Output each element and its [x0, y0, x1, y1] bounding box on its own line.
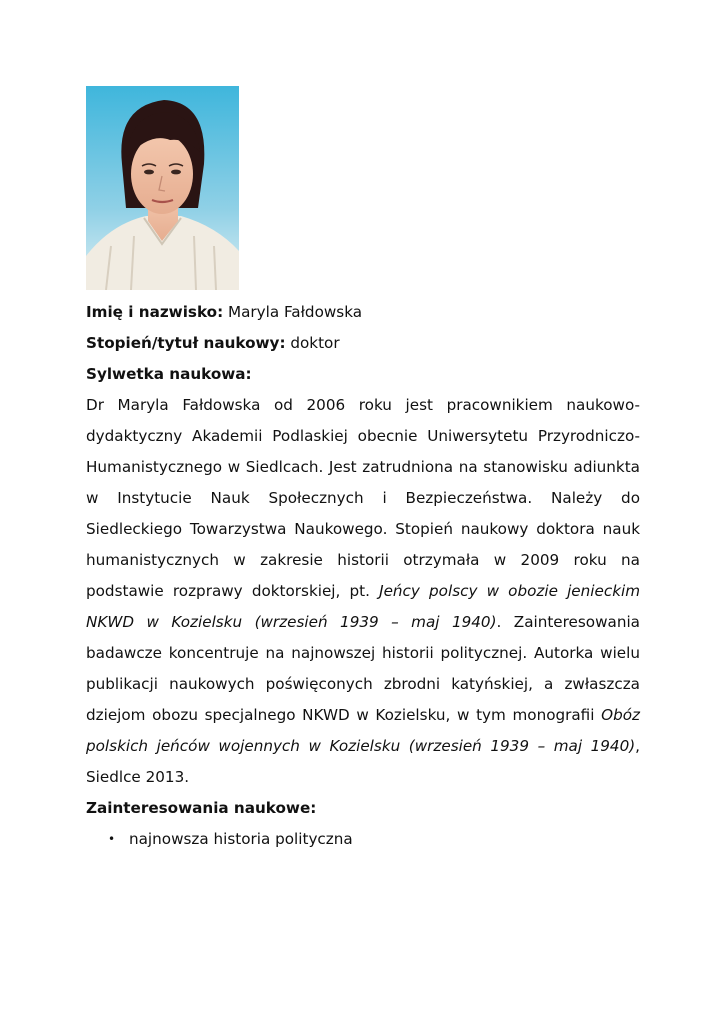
degree-field — [86, 328, 640, 359]
profile-content — [86, 297, 640, 855]
bio-dissertation-title: Jeńcy polscy w obozie jenieckim NKWD w Kozielsku (wrzesień 1939 – maj 1940) — [86, 582, 640, 631]
name-field — [86, 297, 640, 328]
portrait-photo — [86, 86, 239, 290]
name-value: Maryla Fałdowska — [227, 303, 363, 321]
degree-value: doktor — [290, 334, 340, 352]
interests-heading: Zainteresowania naukowe: — [86, 799, 317, 817]
bio-text-part2: . Zainteresowania badawcze koncentruje na najnowszej historii politycznej. Autorka wielu publikacji naukowych poświęconych zbrodni katyńskiej, a zwłaszcza dziejom obozu specjalnego NKWD w Kozielsku, w tym monografii — [86, 613, 640, 724]
bullet-icon: • — [108, 832, 116, 846]
name-label: Imię i nazwisko: — [86, 303, 224, 321]
bio-text-part3: , Siedlce 2013. — [86, 737, 640, 786]
bio-heading: Sylwetka naukowa: — [86, 365, 252, 383]
bio-paragraph — [86, 390, 640, 793]
bio-text-part1: Dr Maryla Fałdowska od 2006 roku jest pracownikiem naukowo-dydaktyczny Akademii Podlaskiej obecnie Uniwersytetu Przyrodniczo-Humanistycznego w Siedlcach. Jest zatrudniona na stanowisku adiunkta w Instytucie Nauk Społecznych i Bezpieczeństwa. Należy do Siedleckiego Towarzystwa Naukowego. Stopień naukowy doktora nauk humanistycznych w zakresie historii otrzymała w 2009 roku na podstawie rozprawy doktorskiej, pt. — [86, 396, 640, 600]
bio-monograph-title: Obóz polskich jeńców wojennych w Kozielsku (wrzesień 1939 – maj 1940) — [86, 706, 640, 755]
degree-label: Stopień/tytuł naukowy: — [86, 334, 286, 352]
interest-text: najnowsza historia polityczna — [129, 830, 353, 848]
list-item — [86, 824, 640, 855]
interests-list — [86, 824, 640, 855]
